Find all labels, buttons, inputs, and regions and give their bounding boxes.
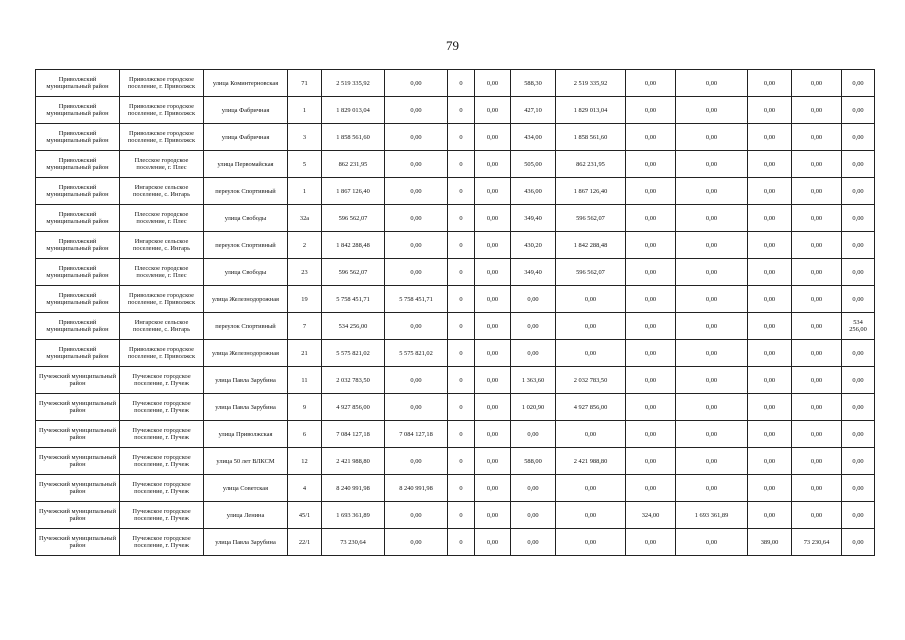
total-cost-cell: 534 256,00 — [322, 313, 385, 340]
cost-part2-cell: 0,00 — [475, 70, 511, 97]
cost-part1-cell: 0,00 — [385, 70, 448, 97]
total-cost-cell: 73 230,64 — [322, 529, 385, 556]
settlement-cell: Пучежское городское поселение, г. Пучеж — [120, 421, 204, 448]
cost-part3-cell: 862 231,95 — [556, 151, 626, 178]
house-number-cell: 45/1 — [288, 502, 322, 529]
area-part5-cell: 0,00 — [748, 340, 792, 367]
count-cell: 0 — [448, 232, 475, 259]
table-row — [36, 421, 875, 448]
area-cell: 0,00 — [511, 286, 556, 313]
table-row — [36, 313, 875, 340]
count-cell: 0 — [448, 367, 475, 394]
area-cell: 1 020,90 — [511, 394, 556, 421]
street-cell: переулок Спортивный — [204, 232, 288, 259]
cost-part2-cell: 0,00 — [475, 340, 511, 367]
cost-part2-cell: 0,00 — [475, 205, 511, 232]
cost-part6-cell: 0,00 — [842, 367, 875, 394]
count-cell: 0 — [448, 178, 475, 205]
cost-part6-cell: 0,00 — [842, 394, 875, 421]
settlement-cell: Приволжское городское поселение, г. Приволжск — [120, 340, 204, 367]
district-cell: Приволжский муниципальный район — [36, 205, 120, 232]
street-cell: улица Коминтерновская — [204, 70, 288, 97]
area-part4-cell: 0,00 — [626, 367, 676, 394]
cost-part6-cell: 0,00 — [842, 124, 875, 151]
total-cost-cell: 5 575 821,02 — [322, 340, 385, 367]
area-part5-cell: 0,00 — [748, 448, 792, 475]
table-row — [36, 259, 875, 286]
count-cell: 0 — [448, 448, 475, 475]
street-cell: улица Павла Зарубина — [204, 367, 288, 394]
cost-part1-cell: 0,00 — [385, 313, 448, 340]
cost-part5-cell: 0,00 — [792, 97, 842, 124]
cost-part6-cell: 0,00 — [842, 421, 875, 448]
total-cost-cell: 596 562,07 — [322, 259, 385, 286]
cost-part1-cell: 5 758 451,71 — [385, 286, 448, 313]
cost-part2-cell: 0,00 — [475, 259, 511, 286]
area-part4-cell: 0,00 — [626, 286, 676, 313]
district-cell: Приволжский муниципальный район — [36, 232, 120, 259]
area-part4-cell: 0,00 — [626, 205, 676, 232]
house-number-cell: 11 — [288, 367, 322, 394]
cost-part1-cell: 5 575 821,02 — [385, 340, 448, 367]
settlement-cell: Пучежское городское поселение, г. Пучеж — [120, 475, 204, 502]
cost-part4-cell: 0,00 — [676, 448, 748, 475]
settlement-cell: Ингарское сельское поселение, с. Ингарь — [120, 313, 204, 340]
settlement-cell: Приволжское городское поселение, г. Приволжск — [120, 70, 204, 97]
cost-part1-cell: 7 084 127,18 — [385, 421, 448, 448]
cost-part6-cell: 0,00 — [842, 286, 875, 313]
area-part5-cell: 0,00 — [748, 70, 792, 97]
page-number: 79 — [446, 38, 459, 53]
cost-part3-cell: 0,00 — [556, 421, 626, 448]
count-cell: 0 — [448, 394, 475, 421]
area-cell: 0,00 — [511, 502, 556, 529]
settlement-cell: Пучежское городское поселение, г. Пучеж — [120, 529, 204, 556]
district-cell: Приволжский муниципальный район — [36, 313, 120, 340]
cost-part6-cell: 0,00 — [842, 529, 875, 556]
total-cost-cell: 7 084 127,18 — [322, 421, 385, 448]
area-cell: 1 363,60 — [511, 367, 556, 394]
table-row — [36, 286, 875, 313]
district-cell: Приволжский муниципальный район — [36, 178, 120, 205]
area-cell: 505,00 — [511, 151, 556, 178]
area-cell: 436,00 — [511, 178, 556, 205]
cost-part2-cell: 0,00 — [475, 313, 511, 340]
area-part4-cell: 0,00 — [626, 340, 676, 367]
total-cost-cell: 596 562,07 — [322, 205, 385, 232]
district-cell: Пучежский муниципальный район — [36, 394, 120, 421]
district-cell: Приволжский муниципальный район — [36, 70, 120, 97]
cost-part5-cell: 0,00 — [792, 448, 842, 475]
street-cell: улица Фабричная — [204, 124, 288, 151]
cost-part6-cell: 534 256,00 — [842, 313, 875, 340]
area-part5-cell: 0,00 — [748, 232, 792, 259]
count-cell: 0 — [448, 421, 475, 448]
house-number-cell: 9 — [288, 394, 322, 421]
cost-part3-cell: 596 562,07 — [556, 259, 626, 286]
cost-part5-cell: 73 230,64 — [792, 529, 842, 556]
count-cell: 0 — [448, 340, 475, 367]
count-cell: 0 — [448, 97, 475, 124]
cost-part5-cell: 0,00 — [792, 232, 842, 259]
area-part5-cell: 0,00 — [748, 286, 792, 313]
cost-part5-cell: 0,00 — [792, 70, 842, 97]
table-row — [36, 70, 875, 97]
area-part5-cell: 0,00 — [748, 394, 792, 421]
cost-part4-cell: 0,00 — [676, 313, 748, 340]
total-cost-cell: 1 867 126,40 — [322, 178, 385, 205]
area-cell: 430,20 — [511, 232, 556, 259]
cost-part4-cell: 0,00 — [676, 205, 748, 232]
area-part4-cell: 0,00 — [626, 475, 676, 502]
cost-part4-cell: 0,00 — [676, 259, 748, 286]
house-number-cell: 71 — [288, 70, 322, 97]
total-cost-cell: 2 421 988,80 — [322, 448, 385, 475]
table-row — [36, 151, 875, 178]
count-cell: 0 — [448, 124, 475, 151]
table-row — [36, 448, 875, 475]
cost-part3-cell: 1 842 288,48 — [556, 232, 626, 259]
table-row — [36, 529, 875, 556]
total-cost-cell: 8 240 991,98 — [322, 475, 385, 502]
settlement-cell: Приволжское городское поселение, г. Приволжск — [120, 97, 204, 124]
area-part5-cell: 0,00 — [748, 421, 792, 448]
cost-part1-cell: 0,00 — [385, 448, 448, 475]
house-number-cell: 19 — [288, 286, 322, 313]
area-part4-cell: 0,00 — [626, 529, 676, 556]
cost-part2-cell: 0,00 — [475, 124, 511, 151]
settlement-cell: Пучежское городское поселение, г. Пучеж — [120, 394, 204, 421]
table-row — [36, 502, 875, 529]
total-cost-cell: 1 842 288,48 — [322, 232, 385, 259]
street-cell: улица Свободы — [204, 259, 288, 286]
cost-part3-cell: 1 867 126,40 — [556, 178, 626, 205]
area-cell: 0,00 — [511, 340, 556, 367]
area-part5-cell: 0,00 — [748, 124, 792, 151]
settlement-cell: Приволжское городское поселение, г. Приволжск — [120, 286, 204, 313]
count-cell: 0 — [448, 286, 475, 313]
street-cell: улица Приволжская — [204, 421, 288, 448]
district-cell: Приволжский муниципальный район — [36, 124, 120, 151]
cost-part3-cell: 2 519 335,92 — [556, 70, 626, 97]
area-part5-cell: 0,00 — [748, 205, 792, 232]
house-number-cell: 5 — [288, 151, 322, 178]
cost-part1-cell: 0,00 — [385, 394, 448, 421]
cost-part4-cell: 0,00 — [676, 529, 748, 556]
cost-part1-cell: 0,00 — [385, 502, 448, 529]
table-row — [36, 340, 875, 367]
cost-part5-cell: 0,00 — [792, 340, 842, 367]
cost-part1-cell: 0,00 — [385, 151, 448, 178]
cost-part2-cell: 0,00 — [475, 178, 511, 205]
table-row — [36, 232, 875, 259]
area-part4-cell: 0,00 — [626, 259, 676, 286]
house-number-cell: 3 — [288, 124, 322, 151]
house-number-cell: 1 — [288, 97, 322, 124]
cost-part5-cell: 0,00 — [792, 313, 842, 340]
cost-part5-cell: 0,00 — [792, 367, 842, 394]
area-cell: 427,10 — [511, 97, 556, 124]
area-part4-cell: 0,00 — [626, 124, 676, 151]
total-cost-cell: 1 858 561,60 — [322, 124, 385, 151]
house-number-cell: 4 — [288, 475, 322, 502]
cost-part3-cell: 2 421 988,80 — [556, 448, 626, 475]
settlement-cell: Плесское городское поселение, г. Плес — [120, 151, 204, 178]
area-part4-cell: 0,00 — [626, 421, 676, 448]
cost-part6-cell: 0,00 — [842, 70, 875, 97]
count-cell: 0 — [448, 151, 475, 178]
district-cell: Пучежский муниципальный район — [36, 475, 120, 502]
street-cell: улица Фабричная — [204, 97, 288, 124]
count-cell: 0 — [448, 205, 475, 232]
house-number-cell: 2 — [288, 232, 322, 259]
cost-part6-cell: 0,00 — [842, 97, 875, 124]
cost-part4-cell: 0,00 — [676, 421, 748, 448]
area-part4-cell: 0,00 — [626, 97, 676, 124]
cost-part1-cell: 0,00 — [385, 232, 448, 259]
table-row — [36, 124, 875, 151]
cost-part1-cell: 0,00 — [385, 367, 448, 394]
area-cell: 349,40 — [511, 205, 556, 232]
total-cost-cell: 1 693 361,89 — [322, 502, 385, 529]
settlement-cell: Приволжское городское поселение, г. Приволжск — [120, 124, 204, 151]
cost-part4-cell: 0,00 — [676, 97, 748, 124]
table-row — [36, 394, 875, 421]
cost-part3-cell: 2 032 783,50 — [556, 367, 626, 394]
street-cell: улица Советская — [204, 475, 288, 502]
cost-part2-cell: 0,00 — [475, 502, 511, 529]
cost-part2-cell: 0,00 — [475, 475, 511, 502]
house-number-cell: 7 — [288, 313, 322, 340]
district-cell: Приволжский муниципальный район — [36, 340, 120, 367]
district-cell: Приволжский муниципальный район — [36, 151, 120, 178]
cost-part5-cell: 0,00 — [792, 259, 842, 286]
house-number-cell: 12 — [288, 448, 322, 475]
house-number-cell: 6 — [288, 421, 322, 448]
settlement-cell: Пучежское городское поселение, г. Пучеж — [120, 367, 204, 394]
cost-part6-cell: 0,00 — [842, 259, 875, 286]
total-cost-cell: 5 758 451,71 — [322, 286, 385, 313]
count-cell: 0 — [448, 70, 475, 97]
cost-part5-cell: 0,00 — [792, 502, 842, 529]
settlement-cell: Пучежское городское поселение, г. Пучеж — [120, 502, 204, 529]
area-part5-cell: 0,00 — [748, 259, 792, 286]
area-cell: 0,00 — [511, 529, 556, 556]
table-row — [36, 178, 875, 205]
district-cell: Приволжский муниципальный район — [36, 97, 120, 124]
cost-part2-cell: 0,00 — [475, 529, 511, 556]
cost-part3-cell: 0,00 — [556, 340, 626, 367]
total-cost-cell: 862 231,95 — [322, 151, 385, 178]
street-cell: улица Ленина — [204, 502, 288, 529]
house-number-cell: 32а — [288, 205, 322, 232]
district-cell: Пучежский муниципальный район — [36, 448, 120, 475]
cost-part6-cell: 0,00 — [842, 178, 875, 205]
total-cost-cell: 2 032 783,50 — [322, 367, 385, 394]
area-part5-cell: 0,00 — [748, 367, 792, 394]
settlement-cell: Плесское городское поселение, г. Плес — [120, 205, 204, 232]
area-part5-cell: 0,00 — [748, 97, 792, 124]
area-part4-cell: 324,00 — [626, 502, 676, 529]
area-part5-cell: 0,00 — [748, 475, 792, 502]
house-number-cell: 22/1 — [288, 529, 322, 556]
cost-part2-cell: 0,00 — [475, 151, 511, 178]
count-cell: 0 — [448, 475, 475, 502]
area-cell: 588,00 — [511, 448, 556, 475]
district-cell: Приволжский муниципальный район — [36, 286, 120, 313]
cost-part6-cell: 0,00 — [842, 232, 875, 259]
cost-part6-cell: 0,00 — [842, 448, 875, 475]
house-number-cell: 23 — [288, 259, 322, 286]
cost-part5-cell: 0,00 — [792, 151, 842, 178]
cost-part1-cell: 8 240 991,98 — [385, 475, 448, 502]
cost-part2-cell: 0,00 — [475, 286, 511, 313]
cost-part5-cell: 0,00 — [792, 475, 842, 502]
cost-part2-cell: 0,00 — [475, 232, 511, 259]
house-number-cell: 1 — [288, 178, 322, 205]
cost-part5-cell: 0,00 — [792, 421, 842, 448]
street-cell: улица 50 лет ВЛКСМ — [204, 448, 288, 475]
count-cell: 0 — [448, 313, 475, 340]
count-cell: 0 — [448, 502, 475, 529]
cost-part6-cell: 0,00 — [842, 502, 875, 529]
cost-part4-cell: 0,00 — [676, 124, 748, 151]
cost-part1-cell: 0,00 — [385, 124, 448, 151]
cost-part3-cell: 0,00 — [556, 475, 626, 502]
cost-part3-cell: 0,00 — [556, 502, 626, 529]
area-cell: 0,00 — [511, 475, 556, 502]
cost-part5-cell: 0,00 — [792, 178, 842, 205]
cost-part4-cell: 0,00 — [676, 367, 748, 394]
cost-part1-cell: 0,00 — [385, 205, 448, 232]
cost-part4-cell: 1 693 361,89 — [676, 502, 748, 529]
house-number-cell: 21 — [288, 340, 322, 367]
cost-part6-cell: 0,00 — [842, 340, 875, 367]
cost-part3-cell: 596 562,07 — [556, 205, 626, 232]
area-cell: 588,30 — [511, 70, 556, 97]
cost-part5-cell: 0,00 — [792, 394, 842, 421]
street-cell: улица Первомайская — [204, 151, 288, 178]
cost-part4-cell: 0,00 — [676, 475, 748, 502]
cost-part1-cell: 0,00 — [385, 178, 448, 205]
district-cell: Пучежский муниципальный район — [36, 367, 120, 394]
total-cost-cell: 1 829 013,04 — [322, 97, 385, 124]
cost-part3-cell: 1 829 013,04 — [556, 97, 626, 124]
area-part5-cell: 0,00 — [748, 502, 792, 529]
settlement-cell: Ингарское сельское поселение, с. Ингарь — [120, 232, 204, 259]
street-cell: улица Павла Зарубина — [204, 529, 288, 556]
street-cell: улица Железнодорожная — [204, 286, 288, 313]
table-row — [36, 205, 875, 232]
cost-part4-cell: 0,00 — [676, 151, 748, 178]
area-part4-cell: 0,00 — [626, 313, 676, 340]
cost-part4-cell: 0,00 — [676, 340, 748, 367]
cost-part4-cell: 0,00 — [676, 70, 748, 97]
district-cell: Пучежский муниципальный район — [36, 502, 120, 529]
cost-part5-cell: 0,00 — [792, 205, 842, 232]
street-cell: улица Павла Зарубина — [204, 394, 288, 421]
area-part4-cell: 0,00 — [626, 448, 676, 475]
cost-part4-cell: 0,00 — [676, 394, 748, 421]
cost-part3-cell: 4 927 856,00 — [556, 394, 626, 421]
cost-part2-cell: 0,00 — [475, 97, 511, 124]
cost-part3-cell: 0,00 — [556, 529, 626, 556]
street-cell: улица Свободы — [204, 205, 288, 232]
cost-part6-cell: 0,00 — [842, 151, 875, 178]
table-row — [36, 97, 875, 124]
count-cell: 0 — [448, 259, 475, 286]
area-cell: 434,00 — [511, 124, 556, 151]
district-cell: Пучежский муниципальный район — [36, 529, 120, 556]
area-cell: 0,00 — [511, 421, 556, 448]
cost-part2-cell: 0,00 — [475, 394, 511, 421]
cost-part2-cell: 0,00 — [475, 421, 511, 448]
settlement-cell: Ингарское сельское поселение, с. Ингарь — [120, 178, 204, 205]
cost-part2-cell: 0,00 — [475, 448, 511, 475]
cost-part3-cell: 0,00 — [556, 286, 626, 313]
table-row — [36, 367, 875, 394]
area-part5-cell: 0,00 — [748, 151, 792, 178]
cost-part4-cell: 0,00 — [676, 178, 748, 205]
cost-part2-cell: 0,00 — [475, 367, 511, 394]
cost-part1-cell: 0,00 — [385, 259, 448, 286]
total-cost-cell: 4 927 856,00 — [322, 394, 385, 421]
street-cell: переулок Спортивный — [204, 178, 288, 205]
cost-part5-cell: 0,00 — [792, 124, 842, 151]
settlement-cell: Плесское городское поселение, г. Плес — [120, 259, 204, 286]
street-cell: улица Железнодорожная — [204, 340, 288, 367]
cost-part5-cell: 0,00 — [792, 286, 842, 313]
cost-part3-cell: 1 858 561,60 — [556, 124, 626, 151]
table-row — [36, 475, 875, 502]
district-cell: Приволжский муниципальный район — [36, 259, 120, 286]
area-part4-cell: 0,00 — [626, 394, 676, 421]
area-part4-cell: 0,00 — [626, 151, 676, 178]
area-cell: 0,00 — [511, 313, 556, 340]
area-part4-cell: 0,00 — [626, 70, 676, 97]
cost-part1-cell: 0,00 — [385, 97, 448, 124]
area-cell: 349,40 — [511, 259, 556, 286]
settlement-cell: Пучежское городское поселение, г. Пучеж — [120, 448, 204, 475]
cost-part4-cell: 0,00 — [676, 232, 748, 259]
area-part5-cell: 0,00 — [748, 313, 792, 340]
area-part4-cell: 0,00 — [626, 232, 676, 259]
cost-part4-cell: 0,00 — [676, 286, 748, 313]
area-part5-cell: 389,00 — [748, 529, 792, 556]
street-cell: переулок Спортивный — [204, 313, 288, 340]
district-cell: Пучежский муниципальный район — [36, 421, 120, 448]
cost-part1-cell: 0,00 — [385, 529, 448, 556]
cost-part6-cell: 0,00 — [842, 205, 875, 232]
table-body — [36, 70, 875, 556]
capital-repair-table — [35, 69, 875, 556]
area-part5-cell: 0,00 — [748, 178, 792, 205]
total-cost-cell: 2 519 335,92 — [322, 70, 385, 97]
cost-part6-cell: 0,00 — [842, 475, 875, 502]
cost-part3-cell: 0,00 — [556, 313, 626, 340]
count-cell: 0 — [448, 529, 475, 556]
area-part4-cell: 0,00 — [626, 178, 676, 205]
